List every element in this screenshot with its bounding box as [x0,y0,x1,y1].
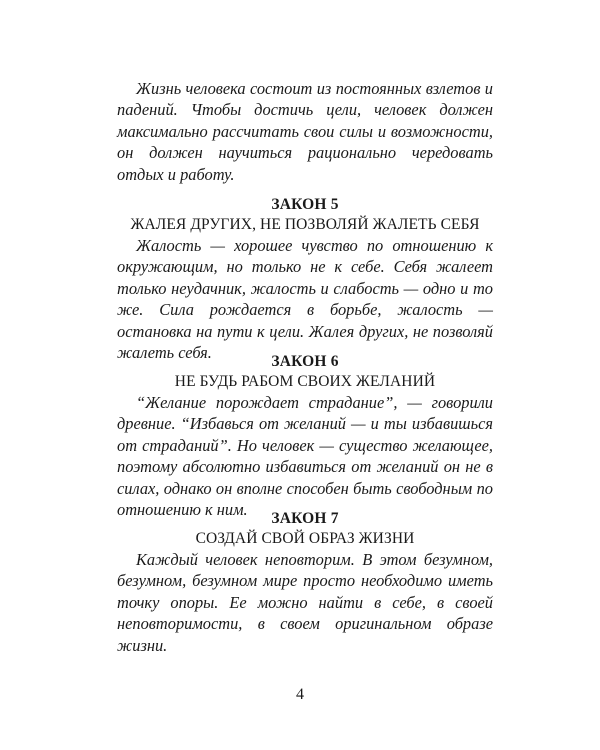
law-7-paragraph: Каждый человек неповторим. В этом безумном, безумном, безумном мире просто необходимо иметь точку опоры. Ее можно найти в себе, в своей неповторимости, в своем оригинальном образе жизни. [117,550,493,655]
law-7-title: СОЗДАЙ СВОЙ ОБРАЗ ЖИЗНИ [195,530,415,547]
page-number: 4 [296,686,304,703]
law-5-section [117,195,493,363]
intro-section [117,78,493,185]
law-7-heading: ЗАКОН 7 [271,510,339,527]
law-6-heading: ЗАКОН 6 [271,353,339,370]
law-5-heading: ЗАКОН 5 [271,196,339,213]
law-6-paragraph: “Желание порождает страдание”, — говорили древние. “Избавься от желаний — и ты избавишься от страданий”. Но человек — существо желающее, поэтому абсолютно избавиться от желаний он не в силах, однако он вполне способен быть свободным по отношению к ним. [117,393,493,520]
law-7-section [117,509,493,656]
law-6-section [117,352,493,520]
law-5-paragraph: Жалость — хорошее чувство по отношению к окружающим, но только не к себе. Себя жалеет только неудачник, жалость и слабость — одно и то же. Сила рождается в борьбе, жалость — остановка на пути к цели. Жалея других, не позволяй жалеть себя. [117,236,493,363]
intro-paragraph: Жизнь человека состоит из постоянных взлетов и падений. Чтобы достичь цели, человек должен максимально рассчитать свои силы и возможности, он должен научиться рационально чередовать отдых и работу. [117,79,493,184]
law-5-title: ЖАЛЕЯ ДРУГИХ, НЕ ПОЗВОЛЯЙ ЖАЛЕТЬ СЕБЯ [130,216,480,233]
law-6-title: НЕ БУДЬ РАБОМ СВОИХ ЖЕЛАНИЙ [174,373,436,390]
